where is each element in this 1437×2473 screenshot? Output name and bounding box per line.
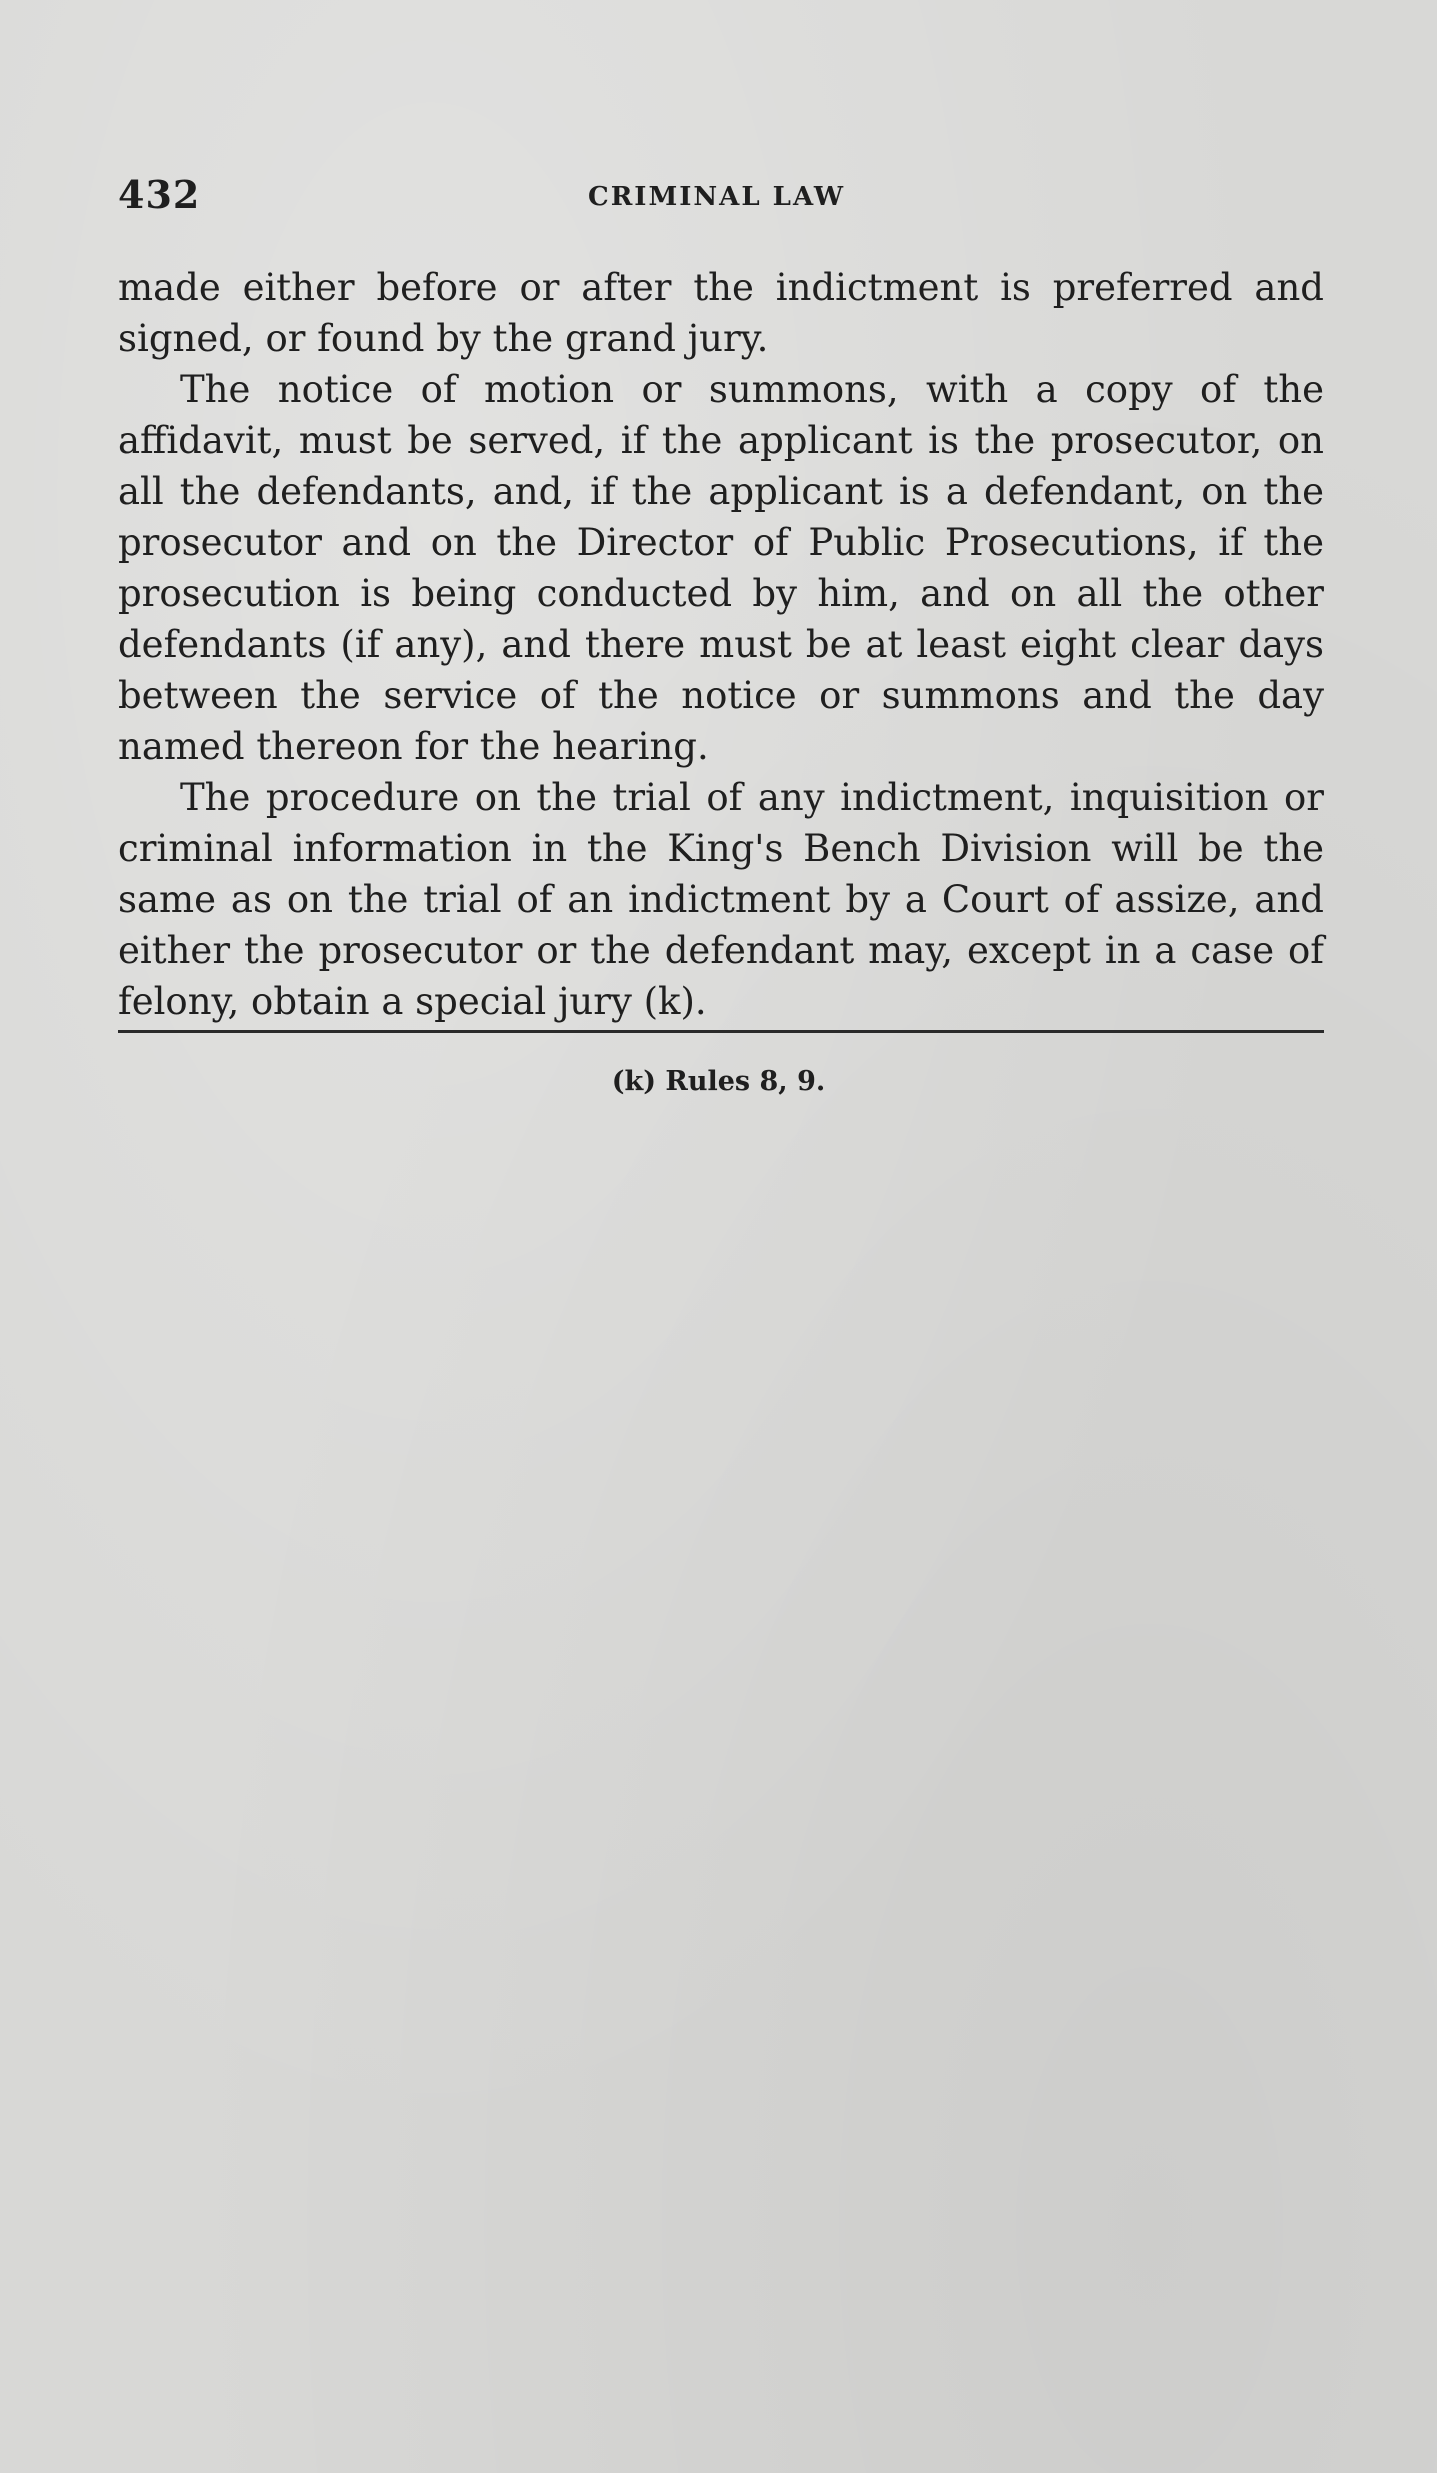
paragraph-continuation: made either before or after the indictment is preferred and signed, or found by the grand jury. [118,266,1324,360]
page-number: 432 [118,172,201,217]
footnote: (k) Rules 8, 9. [611,1066,826,1097]
paragraph-procedure-on-trial: The procedure on the trial of any indictment, inquisition or criminal information in the King's Bench Division will be the same as on the trial of an indictment by a Court of assize, and either the prosecutor or the defendant may, except in a case of felony, obtain a special jury (k). [118,776,1324,1023]
page-header [118,172,1324,222]
running-head: CRIMINAL LAW [588,182,846,212]
body-text [118,262,1324,1027]
paragraph-notice-of-motion: The notice of motion or summons, with a copy of the affidavit, must be served, if the applicant is the prosecutor, on all the defendants, and, if the applicant is a defendant, on the prosecutor and on the Director of Public Prosecutions, if the prosecution is being conducted by him, and on all the other defendants (if any), and there must be at least eight clear days between the service of the notice or summons and the day named thereon for the hearing. [118,368,1324,768]
footnote-divider [118,1030,1324,1033]
